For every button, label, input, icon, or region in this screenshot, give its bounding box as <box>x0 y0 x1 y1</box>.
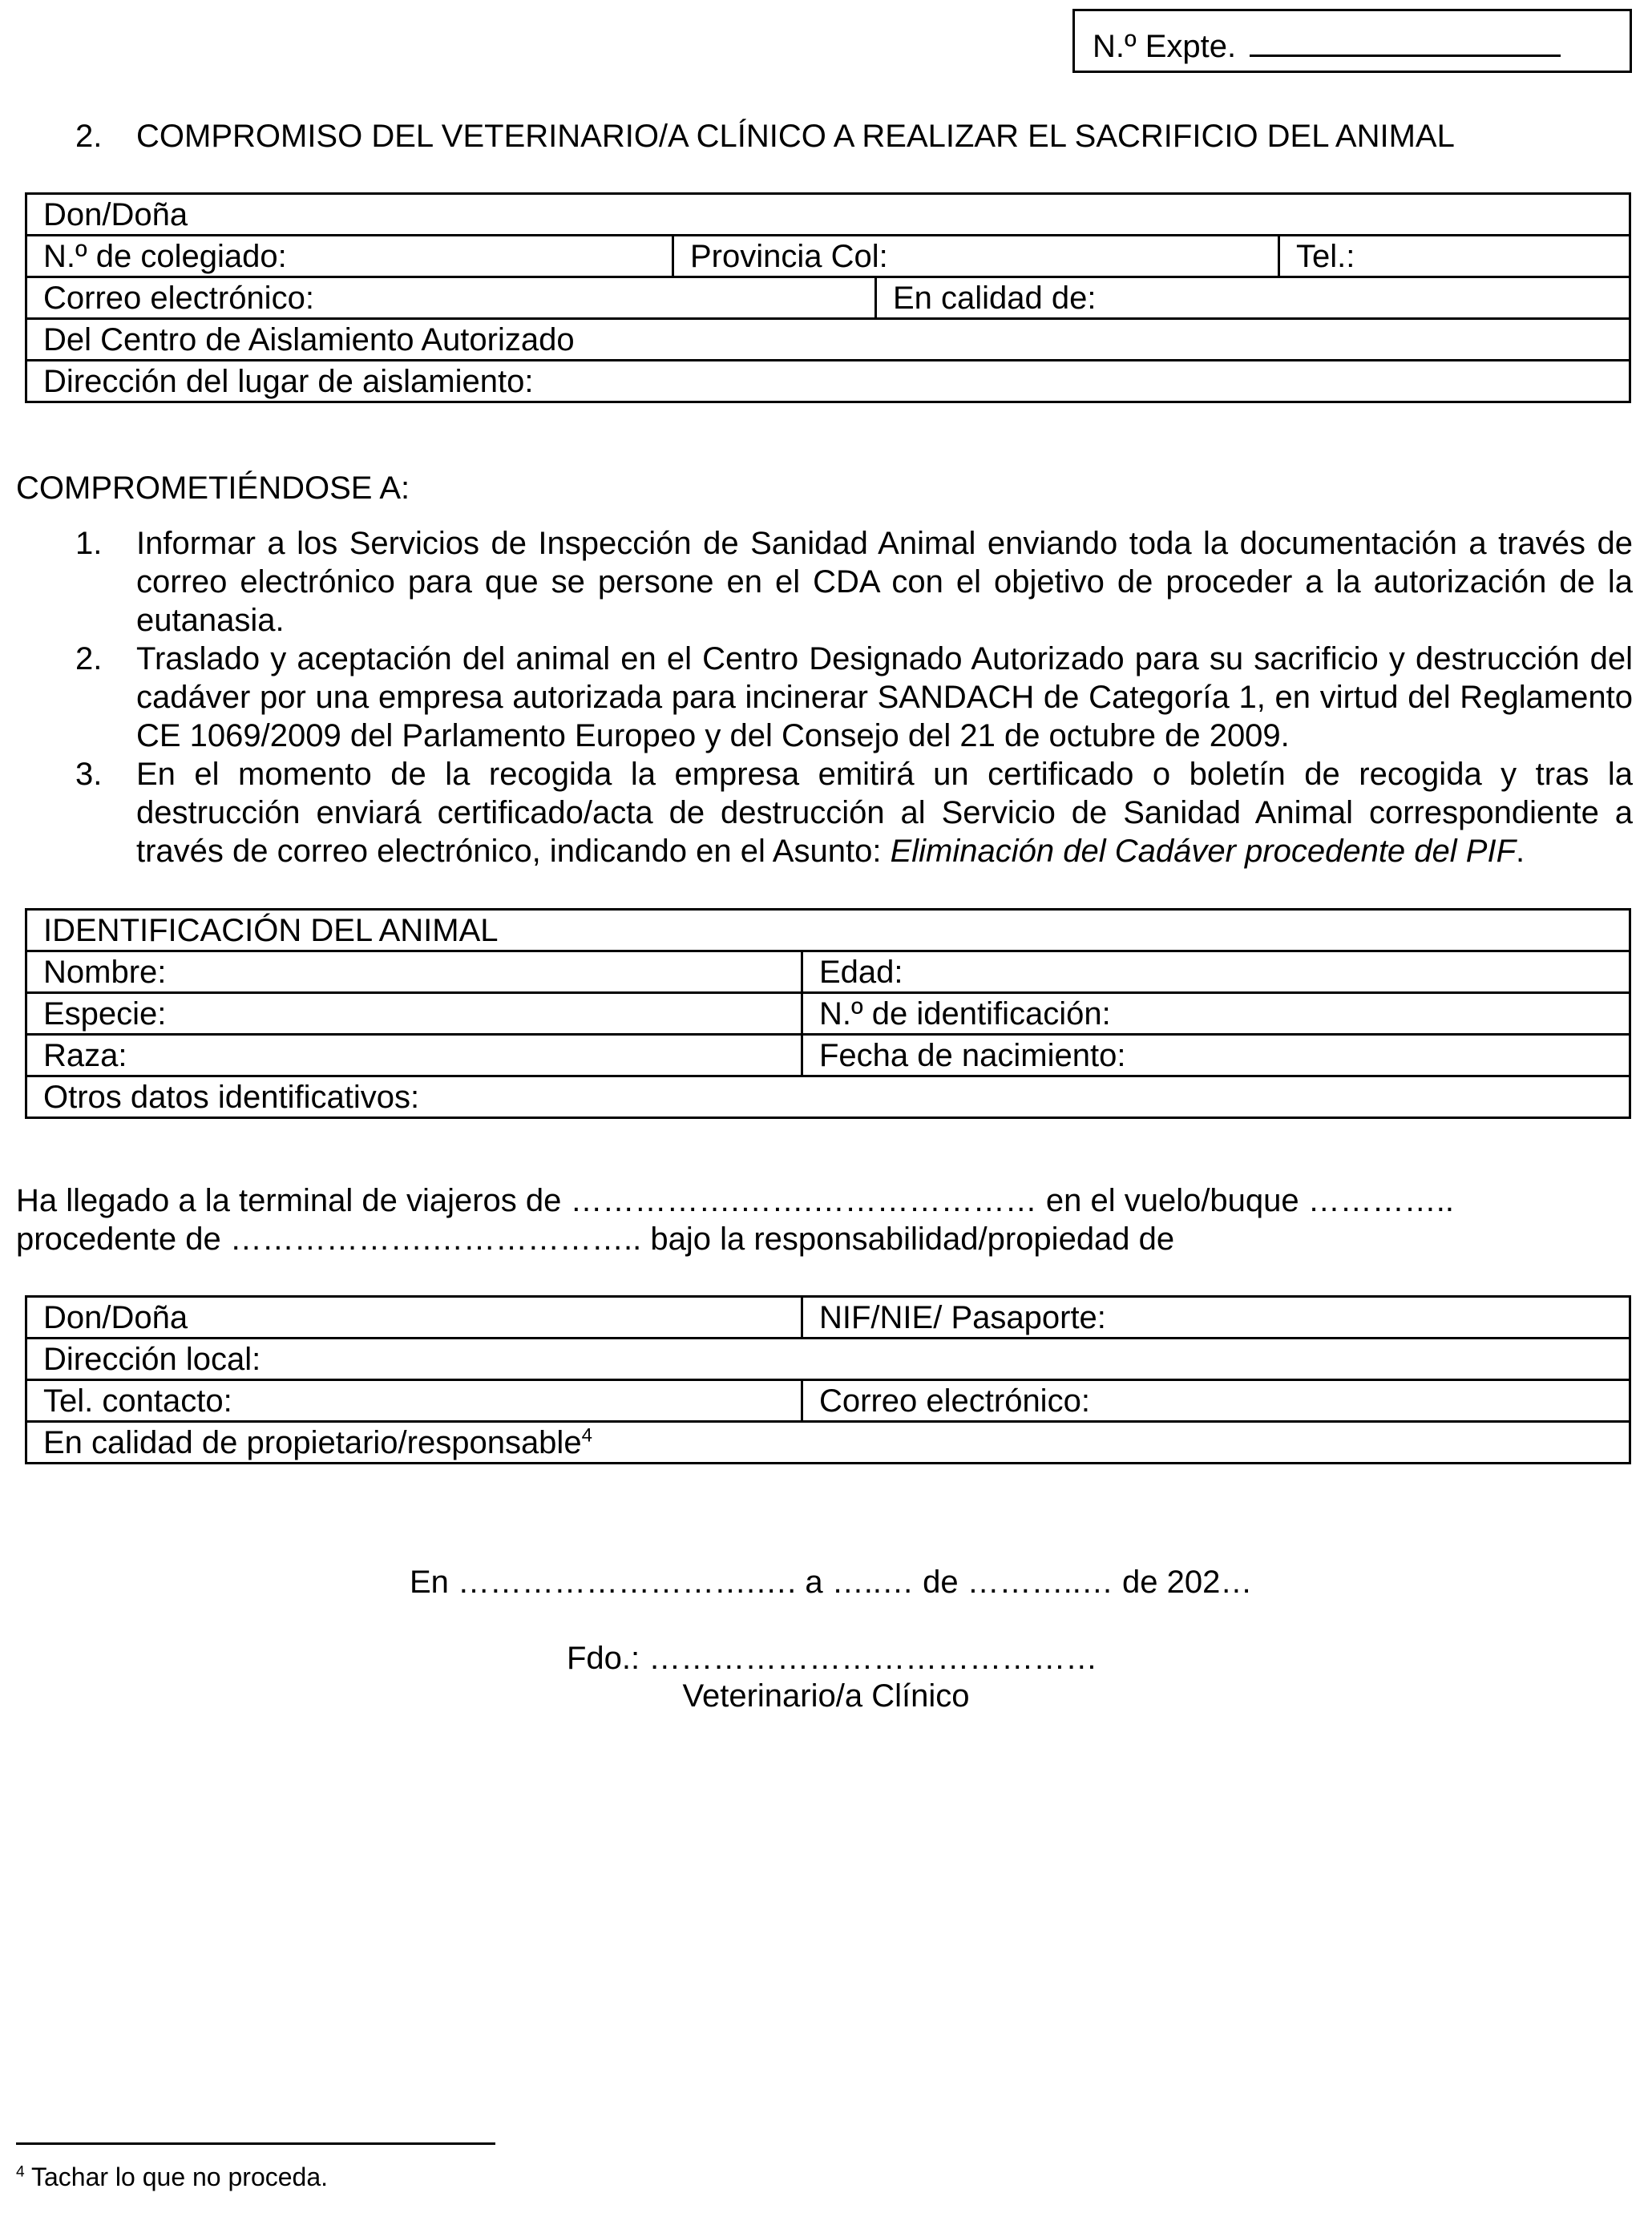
date-line: En ……………………….…. a …..… de ………..… de 202… <box>410 1565 1253 1600</box>
footnote-reference: 4 <box>581 1424 592 1447</box>
section-title-text: COMPROMISO DEL VETERINARIO/A CLÍNICO A REALIZAR EL SACRIFICIO DEL ANIMAL <box>136 119 1455 154</box>
commitment-number: 3. <box>75 757 103 792</box>
owner-email-field[interactable]: Correo electrónico: <box>802 1380 1630 1422</box>
arrival-line-1: Ha llegado a la terminal de viajeros de …………….…….………………… en el vuelo/buque ………….. <box>16 1183 1455 1218</box>
expediente-number-box <box>1072 9 1632 73</box>
animal-nacimiento-field[interactable]: Fecha de nacimiento: <box>802 1035 1630 1076</box>
commitment-subject: Eliminación del Cadáver procedente del PIF <box>890 834 1517 869</box>
vet-tel-field[interactable]: Tel.: <box>1279 236 1630 277</box>
footnote-separator <box>16 2142 495 2145</box>
signer-role: Veterinario/a Clínico <box>682 1678 970 1714</box>
commitment-text: En el momento de la recogida la empresa emitirá un certificado o boletín de recogida y tras la destrucción enviará certificado/acta de destrucción al Servicio de Sanidad Animal correspondiente a través de correo electrónico, indicando en el Asunto: <box>136 757 1633 869</box>
commitment-text: Informar a los Servicios de Inspección de Sanidad Animal enviando toda la documentación a través de correo electrónico para que se persone en el CDA con el objetivo de proceder a la autorización de la eutanasia. <box>136 526 1633 638</box>
commitment-text: Traslado y aceptación del animal en el Centro Designado Autorizado para su sacrificio y destrucción del cadáver por una empresa autorizada para incinerar SANDACH de Categoría 1, en virtud del Reglamento CE 1069/2009 del Parlamento Europeo y del Consejo del 21 de octubre de 2009. <box>136 641 1633 753</box>
vet-name-field[interactable]: Don/Doña <box>26 194 1630 236</box>
owner-direccion-field[interactable]: Dirección local: <box>26 1339 1630 1380</box>
veterinarian-table <box>25 192 1631 403</box>
commitment-item <box>75 640 1633 755</box>
owner-name-field[interactable]: Don/Doña <box>26 1297 802 1339</box>
animal-nombre-field[interactable]: Nombre: <box>26 951 802 993</box>
expediente-label: N.º Expte. <box>1093 29 1237 64</box>
section-title <box>75 117 1455 155</box>
footnote-mark: 4 <box>16 2163 25 2181</box>
animal-raza-field[interactable]: Raza: <box>26 1035 802 1076</box>
footnote <box>16 2162 328 2192</box>
expediente-blank-field[interactable] <box>1250 26 1561 57</box>
owner-tel-field[interactable]: Tel. contacto: <box>26 1380 802 1422</box>
vet-provincia-field[interactable]: Provincia Col: <box>673 236 1279 277</box>
owner-nif-field[interactable]: NIF/NIE/ Pasaporte: <box>802 1297 1630 1339</box>
commitments-heading: COMPROMETIÉNDOSE A: <box>16 470 410 506</box>
commitment-end: . <box>1516 834 1525 869</box>
animal-edad-field[interactable]: Edad: <box>802 951 1630 993</box>
commitment-number: 1. <box>75 526 103 561</box>
arrival-line-2: procedente de ……………….……………….. bajo la responsabilidad/propiedad de <box>16 1222 1175 1257</box>
vet-calidad-field[interactable]: En calidad de: <box>876 277 1630 319</box>
animal-especie-field[interactable]: Especie: <box>26 993 802 1035</box>
commitment-item <box>75 524 1633 640</box>
animal-identification-table <box>25 908 1631 1119</box>
vet-email-field[interactable]: Correo electrónico: <box>26 277 876 319</box>
footnote-text: Tachar lo que no proceda. <box>24 2162 329 2191</box>
animal-table-title: IDENTIFICACIÓN DEL ANIMAL <box>26 910 1630 951</box>
commitment-item <box>75 755 1633 870</box>
vet-direccion-field[interactable]: Dirección del lugar de aislamiento: <box>26 361 1630 402</box>
signature-line: Fdo.: …………………………………… <box>567 1641 1098 1676</box>
animal-otros-field[interactable]: Otros datos identificativos: <box>26 1076 1630 1118</box>
signer-role-wrap <box>0 1677 1652 1715</box>
vet-colegiado-field[interactable]: N.º de colegiado: <box>26 236 673 277</box>
arrival-statement <box>16 1181 1627 1258</box>
animal-identificacion-field[interactable]: N.º de identificación: <box>802 993 1630 1035</box>
section-number: 2. <box>75 119 103 154</box>
owner-calidad-field[interactable] <box>26 1422 1630 1464</box>
commitment-number: 2. <box>75 641 103 676</box>
owner-table <box>25 1295 1631 1464</box>
vet-centro-field[interactable]: Del Centro de Aislamiento Autorizado <box>26 319 1630 361</box>
owner-calidad-label: En calidad de propietario/responsable <box>43 1424 582 1460</box>
commitments-list <box>75 524 1633 870</box>
